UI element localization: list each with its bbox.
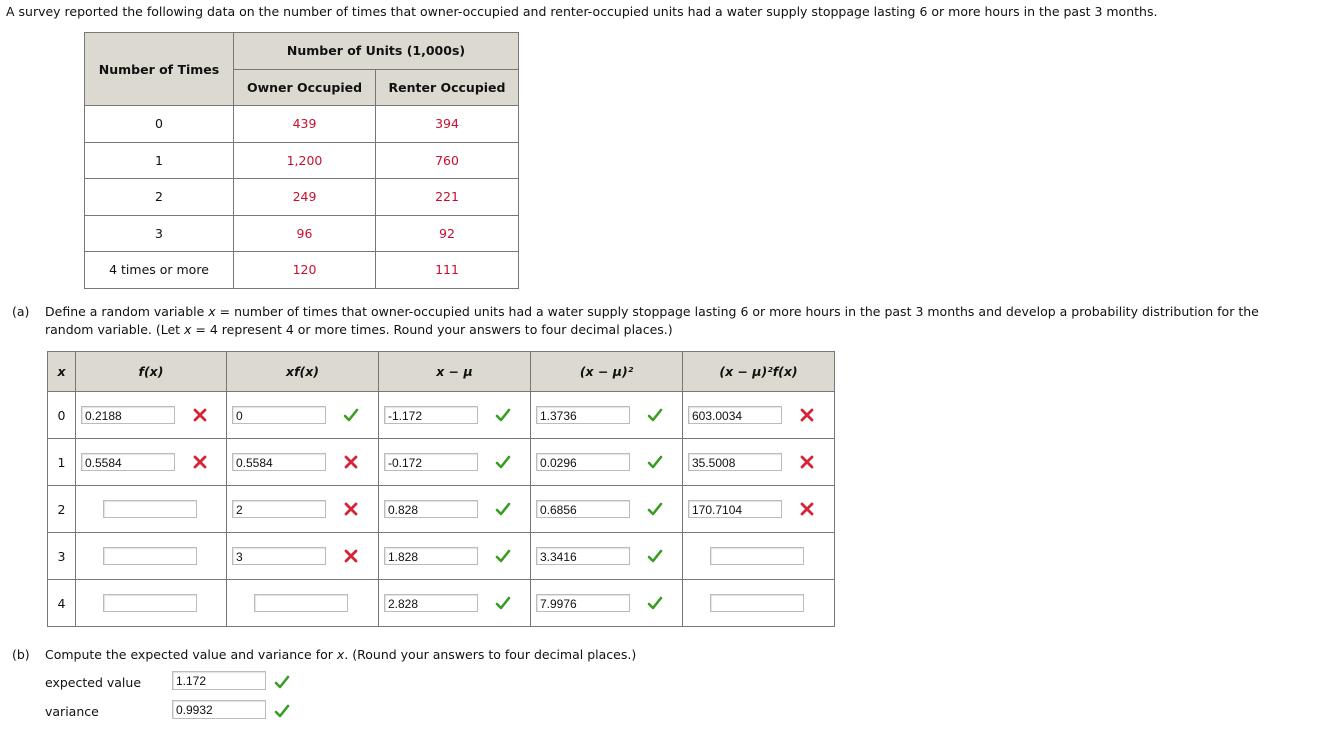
owner-cell: 249 bbox=[234, 179, 376, 216]
col-header-owner: Owner Occupied bbox=[234, 69, 376, 106]
intro-text: A survey reported the following data on the number of times that owner-occupied and renter-occupied units had a water supply stoppage lasting 6 or more hours in the past 3 months. bbox=[6, 4, 1158, 19]
times-cell: 1 bbox=[85, 142, 234, 179]
x-value-cell: 1 bbox=[48, 439, 76, 486]
col-header-x-minus-mu-sq: (x − μ)² bbox=[531, 352, 683, 392]
col-header-x-minus-mu: x − μ bbox=[379, 352, 531, 392]
xfx-cell bbox=[227, 392, 379, 439]
cross-icon bbox=[342, 500, 360, 518]
check-icon bbox=[494, 547, 512, 565]
col-header-x-minus-mu-sq-fx: (x − μ)²f(x) bbox=[683, 352, 835, 392]
check-icon bbox=[646, 547, 664, 565]
fx-input[interactable]: 0.2188 bbox=[81, 406, 175, 424]
times-cell: 2 bbox=[85, 179, 234, 216]
fx-cell bbox=[76, 533, 227, 580]
part-a-line2a: random variable. (Let bbox=[45, 322, 185, 337]
part-a-prompt bbox=[12, 303, 1337, 339]
renter-cell: 111 bbox=[376, 252, 519, 289]
x-minus-mu-sq-fx-cell bbox=[683, 580, 835, 627]
fx-input[interactable] bbox=[103, 594, 197, 612]
x-minus-mu-cell bbox=[379, 392, 531, 439]
check-icon bbox=[646, 500, 664, 518]
expected-value-label: expected value bbox=[45, 675, 142, 690]
table-row bbox=[85, 252, 519, 289]
times-cell: 0 bbox=[85, 106, 234, 143]
x-minus-mu-sq-fx-cell bbox=[683, 392, 835, 439]
check-icon bbox=[273, 702, 291, 720]
x-minus-mu-sq-fx-input[interactable] bbox=[710, 594, 804, 612]
cross-icon bbox=[191, 453, 209, 471]
x-minus-mu-sq-fx-cell bbox=[683, 486, 835, 533]
xfx-input[interactable]: 3 bbox=[232, 547, 326, 565]
cross-icon bbox=[798, 500, 816, 518]
col-header-times: Number of Times bbox=[85, 33, 234, 106]
table-row bbox=[85, 215, 519, 252]
distribution-table bbox=[47, 351, 835, 627]
fx-cell bbox=[76, 392, 227, 439]
variance-label: variance bbox=[45, 704, 99, 719]
table-row bbox=[48, 486, 835, 533]
part-a-text1: Define a random variable bbox=[45, 304, 209, 319]
xfx-input[interactable] bbox=[254, 594, 348, 612]
owner-cell: 1,200 bbox=[234, 142, 376, 179]
x-minus-mu-input[interactable]: 2.828 bbox=[384, 594, 478, 612]
x-minus-mu-sq-cell bbox=[531, 486, 683, 533]
x-minus-mu-sq-cell bbox=[531, 392, 683, 439]
fx-input[interactable]: 0.5584 bbox=[81, 453, 175, 471]
xfx-input[interactable]: 0 bbox=[232, 406, 326, 424]
x-minus-mu-sq-input[interactable]: 0.6856 bbox=[536, 500, 630, 518]
table-row bbox=[48, 392, 835, 439]
times-cell: 4 times or more bbox=[85, 252, 234, 289]
check-icon bbox=[342, 406, 360, 424]
variance-input[interactable]: 0.9932 bbox=[172, 700, 266, 719]
xfx-input[interactable]: 0.5584 bbox=[232, 453, 326, 471]
x-minus-mu-sq-cell bbox=[531, 580, 683, 627]
x-minus-mu-sq-cell bbox=[531, 533, 683, 580]
renter-cell: 92 bbox=[376, 215, 519, 252]
table-row bbox=[48, 580, 835, 627]
check-icon bbox=[646, 594, 664, 612]
part-a-line2b: = 4 represent 4 or more times. Round your answers to four decimal places.) bbox=[191, 322, 673, 337]
x-minus-mu-sq-fx-cell bbox=[683, 439, 835, 486]
x-minus-mu-input[interactable]: 1.828 bbox=[384, 547, 478, 565]
x-minus-mu-cell bbox=[379, 580, 531, 627]
owner-cell: 120 bbox=[234, 252, 376, 289]
col-header-xfx: xf(x) bbox=[227, 352, 379, 392]
check-icon bbox=[494, 406, 512, 424]
check-icon bbox=[494, 594, 512, 612]
var-x: x bbox=[208, 304, 216, 319]
cross-icon bbox=[342, 547, 360, 565]
x-minus-mu-sq-cell bbox=[531, 439, 683, 486]
table-row bbox=[85, 179, 519, 216]
part-a-label: (a) bbox=[12, 304, 30, 319]
x-minus-mu-input[interactable]: -1.172 bbox=[384, 406, 478, 424]
check-icon bbox=[646, 406, 664, 424]
x-minus-mu-sq-input[interactable]: 7.9976 bbox=[536, 594, 630, 612]
x-value-cell: 3 bbox=[48, 533, 76, 580]
owner-cell: 439 bbox=[234, 106, 376, 143]
var-x: x bbox=[336, 647, 345, 662]
x-minus-mu-sq-input[interactable]: 3.3416 bbox=[536, 547, 630, 565]
x-minus-mu-sq-fx-input[interactable] bbox=[710, 547, 804, 565]
fx-cell bbox=[76, 580, 227, 627]
col-header-fx: f(x) bbox=[76, 352, 227, 392]
cross-icon bbox=[798, 453, 816, 471]
check-icon bbox=[273, 673, 291, 691]
renter-cell: 221 bbox=[376, 179, 519, 216]
fx-cell bbox=[76, 439, 227, 486]
col-header-renter: Renter Occupied bbox=[376, 69, 519, 106]
x-minus-mu-sq-fx-input[interactable]: 603.0034 bbox=[688, 406, 782, 424]
owner-cell: 96 bbox=[234, 215, 376, 252]
x-minus-mu-sq-input[interactable]: 0.0296 bbox=[536, 453, 630, 471]
fx-cell bbox=[76, 486, 227, 533]
survey-table bbox=[84, 32, 519, 289]
table-row bbox=[48, 439, 835, 486]
fx-input[interactable] bbox=[103, 547, 197, 565]
var-x: x bbox=[184, 322, 192, 337]
x-minus-mu-input[interactable]: -0.172 bbox=[384, 453, 478, 471]
table-row bbox=[85, 142, 519, 179]
x-value-cell: 4 bbox=[48, 580, 76, 627]
cross-icon bbox=[798, 406, 816, 424]
x-minus-mu-sq-fx-input[interactable]: 35.5008 bbox=[688, 453, 782, 471]
cross-icon bbox=[342, 453, 360, 471]
part-b-text1: Compute the expected value and variance for bbox=[45, 647, 337, 662]
x-value-cell: 2 bbox=[48, 486, 76, 533]
part-b-prompt bbox=[12, 647, 636, 662]
part-a-text2: = number of times that owner-occupied units had a water supply stoppage lasting 6 or more hours in the past 3 months and develop a probability distribution for the bbox=[215, 304, 1259, 319]
x-minus-mu-cell bbox=[379, 533, 531, 580]
x-minus-mu-cell bbox=[379, 439, 531, 486]
x-minus-mu-input[interactable]: 0.828 bbox=[384, 500, 478, 518]
col-header-x: x bbox=[48, 352, 76, 392]
xfx-cell bbox=[227, 533, 379, 580]
x-minus-mu-sq-fx-cell bbox=[683, 533, 835, 580]
part-b-text2: . (Round your answers to four decimal places.) bbox=[344, 647, 637, 662]
check-icon bbox=[646, 453, 664, 471]
renter-cell: 760 bbox=[376, 142, 519, 179]
cross-icon bbox=[191, 406, 209, 424]
times-cell: 3 bbox=[85, 215, 234, 252]
x-value-cell: 0 bbox=[48, 392, 76, 439]
xfx-input[interactable]: 2 bbox=[232, 500, 326, 518]
xfx-cell bbox=[227, 439, 379, 486]
x-minus-mu-sq-input[interactable]: 1.3736 bbox=[536, 406, 630, 424]
x-minus-mu-cell bbox=[379, 486, 531, 533]
expected-value-input[interactable]: 1.172 bbox=[172, 671, 266, 690]
fx-input[interactable] bbox=[103, 500, 197, 518]
renter-cell: 394 bbox=[376, 106, 519, 143]
x-minus-mu-sq-fx-input[interactable]: 170.7104 bbox=[688, 500, 782, 518]
xfx-cell bbox=[227, 486, 379, 533]
part-b-label: (b) bbox=[12, 647, 30, 662]
group-header-units: Number of Units (1,000s) bbox=[234, 33, 519, 70]
table-row bbox=[48, 533, 835, 580]
table-row bbox=[85, 106, 519, 143]
check-icon bbox=[494, 500, 512, 518]
check-icon bbox=[494, 453, 512, 471]
xfx-cell bbox=[227, 580, 379, 627]
